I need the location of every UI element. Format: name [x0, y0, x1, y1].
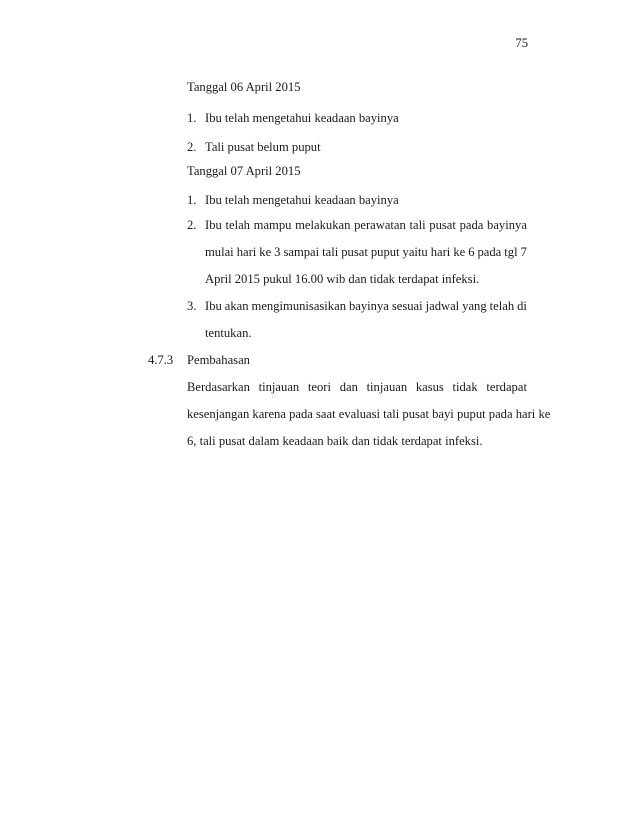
word: dan — [339, 380, 358, 394]
word: hari — [430, 245, 451, 259]
list-1-item-2-text: Tali pusat belum puput — [205, 140, 321, 154]
list-2-item-3-line-1 — [205, 298, 527, 314]
word: Ibu — [205, 299, 222, 313]
word: yaitu — [402, 245, 428, 259]
word: mengimunisasikan — [251, 299, 346, 313]
word: Ibu — [205, 218, 222, 232]
section-title: Pembahasan — [187, 353, 250, 367]
word: yang — [462, 299, 487, 313]
word: mulai — [205, 245, 234, 259]
date-heading-2: Tanggal 07 April 2015 — [187, 164, 301, 178]
word: bayinya — [487, 218, 527, 232]
date-heading-1: Tanggal 06 April 2015 — [187, 80, 301, 94]
word: puput — [370, 245, 400, 259]
word: mampu — [253, 218, 292, 232]
word: jadwal — [425, 299, 460, 313]
word: bayinya — [348, 299, 389, 313]
list-2-item-3-number: 3. — [187, 299, 197, 313]
word: sampai — [283, 245, 320, 259]
list-2-item-2-number: 2. — [187, 218, 197, 232]
word: 3 — [274, 245, 281, 259]
paragraph-line-3: 6, tali pusat dalam keadaan baik dan tidak terdapat infeksi. — [187, 434, 483, 448]
word: sesuai — [391, 299, 423, 313]
word: pada — [477, 245, 502, 259]
list-2-item-1-number: 1. — [187, 193, 197, 207]
word: Berdasarkan — [187, 380, 250, 394]
section-number: 4.7.3 — [148, 353, 174, 367]
word: tinjauan — [366, 380, 408, 394]
word: ke — [259, 245, 272, 259]
paragraph-line-2: kesenjangan karena pada saat evaluasi tali pusat bayi puput pada hari ke — [187, 407, 551, 421]
word: perawatan — [354, 218, 406, 232]
list-1-item-1-text: Ibu telah mengetahui keadaan bayinya — [205, 111, 399, 125]
word: pusat — [341, 245, 368, 259]
word: terdapat — [486, 380, 527, 394]
paragraph-line-1 — [187, 379, 527, 395]
word: pada — [459, 218, 484, 232]
list-2-item-3-line-2: tentukan. — [205, 326, 252, 340]
word: telah — [489, 299, 515, 313]
list-2-item-1-text: Ibu telah mengetahui keadaan bayinya — [205, 193, 399, 207]
list-2-item-2-line-2 — [205, 244, 527, 260]
word: melakukan — [295, 218, 351, 232]
word: tidak — [452, 380, 478, 394]
list-2-item-2-line-3: April 2015 pukul 16.00 wib dan tidak terdapat infeksi. — [205, 272, 480, 286]
word: tgl — [504, 245, 518, 259]
word: 6 — [468, 245, 475, 259]
word: di — [517, 299, 527, 313]
word: kasus — [415, 380, 444, 394]
list-2-item-2-line-1 — [205, 217, 527, 233]
word: akan — [224, 299, 249, 313]
word: tinjauan — [258, 380, 300, 394]
word: telah — [225, 218, 250, 232]
word: 7 — [520, 245, 527, 259]
page-number: 75 — [515, 36, 528, 50]
word: ke — [453, 245, 466, 259]
list-1-item-2-number: 2. — [187, 140, 197, 154]
word: teori — [307, 380, 331, 394]
list-1-item-1-number: 1. — [187, 111, 197, 125]
word: tali — [409, 218, 426, 232]
word: tali — [322, 245, 339, 259]
word: pusat — [429, 218, 456, 232]
word: hari — [236, 245, 257, 259]
